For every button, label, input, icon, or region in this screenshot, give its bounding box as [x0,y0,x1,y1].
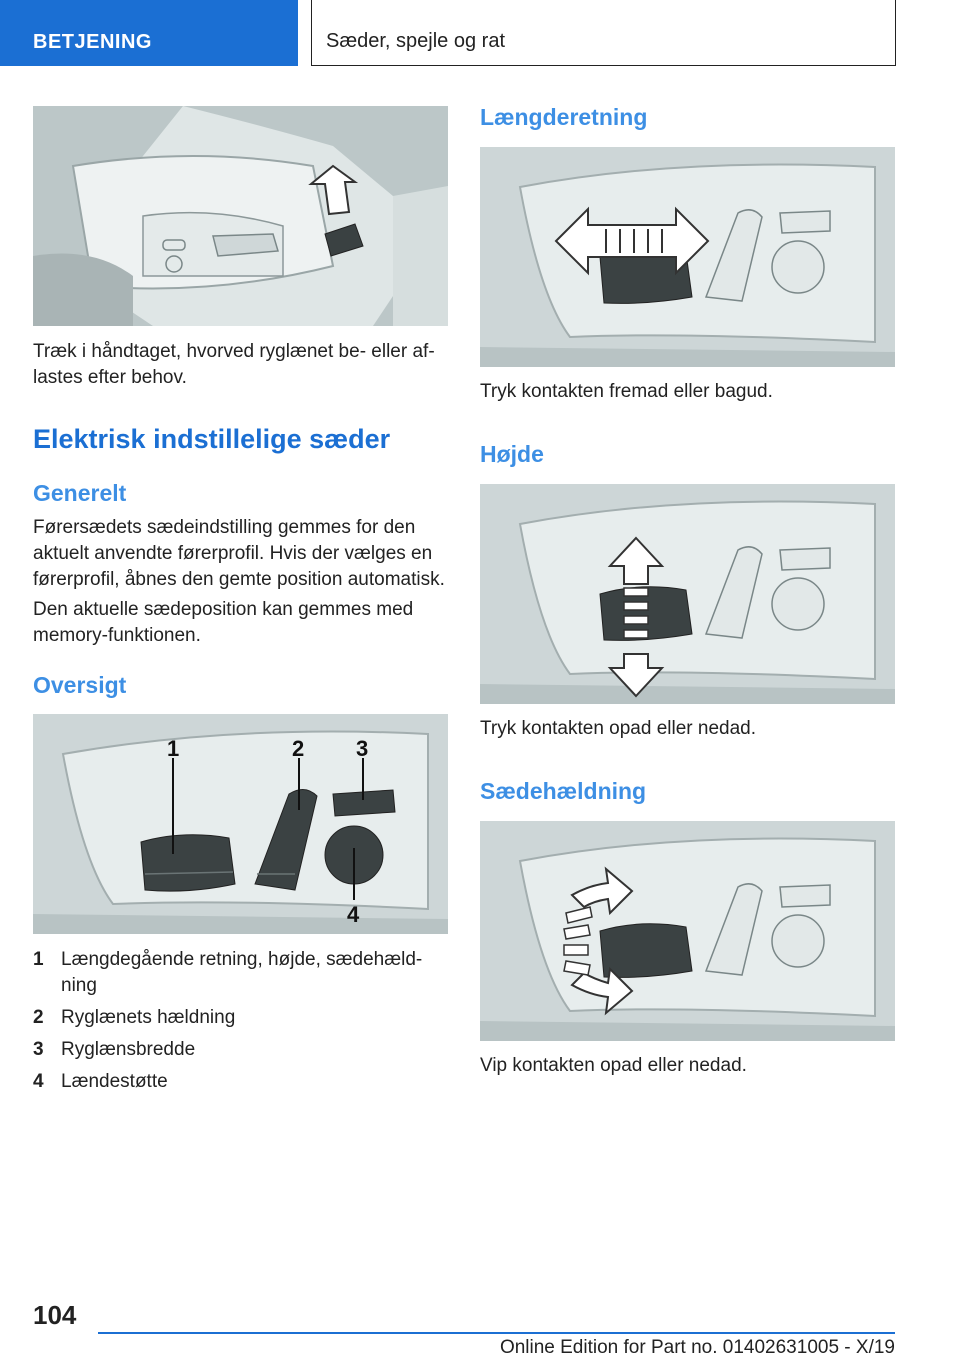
legend-number: 2 [33,1007,44,1028]
section-tab: BETJENING [0,0,298,66]
tilt-title: Sædehældning [480,778,647,804]
legend-item [33,1005,448,1031]
callout-4: 4 [347,902,360,927]
backrest-lever-svg [33,106,448,326]
callout-2: 2 [292,736,305,761]
legend-label: Ryglænets hældning [61,1007,236,1028]
general-paragraph-2: Den aktuelle sædeposition kan gemmes med memory-funktionen. [33,599,414,646]
footer-edition: Online Edition for Part no. 01402631005 - X/19 [499,1337,895,1358]
height-adjust-illustration [480,484,895,704]
legend-number: 3 [33,1039,44,1060]
tilt-adjust-svg [480,821,895,1041]
height-title: Højde [480,441,544,467]
longitudinal-adjust-illustration [480,147,895,367]
overview-title: Oversigt [33,672,127,698]
tilt-text: Vip kontakten opad eller nedad. [480,1055,747,1076]
legend-number: 4 [33,1071,44,1092]
legend-item [33,1037,448,1063]
longitudinal-text: Tryk kontakten fremad eller bagud. [480,381,773,402]
legend-label: Lændestøtte [61,1071,168,1092]
legend-number: 1 [33,949,44,970]
section-heading: Elektrisk indstillelige sæder [33,424,391,454]
header-bar [0,0,960,66]
height-text: Tryk kontakten opad eller nedad. [480,718,757,739]
callout-1: 1 [167,736,180,761]
backrest-lever-illustration [33,106,448,326]
legend-item [33,1069,448,1095]
backrest-caption: Træk i håndtaget, hvorved ryglænet be‐ eller af‐ lastes efter behov. [33,341,435,388]
legend-item [33,947,448,999]
chapter-title: Sæder, spejle og rat [311,0,896,66]
legend-label: Længdegående retning, højde, sædehæld‐ ning [61,949,423,996]
longitudinal-adjust-svg [480,147,895,367]
general-paragraph-1: Førersædets sædeindstilling gemmes for den aktuelt anvendte førerprofil. Hvis der vælges en førerprofil, åbnes den gemte position automatisk. [33,517,445,590]
tilt-adjust-illustration [480,821,895,1041]
overview-legend [33,947,448,1101]
legend-label: Ryglænsbredde [61,1039,196,1060]
seat-controls-overview-svg [33,714,448,934]
page-number: 104 [33,1300,77,1330]
height-adjust-svg [480,484,895,704]
footer-divider [98,1332,895,1334]
seat-controls-overview-illustration [33,714,448,934]
general-title: Generelt [33,480,127,506]
callout-3: 3 [356,736,369,761]
longitudinal-title: Længderetning [480,104,648,130]
